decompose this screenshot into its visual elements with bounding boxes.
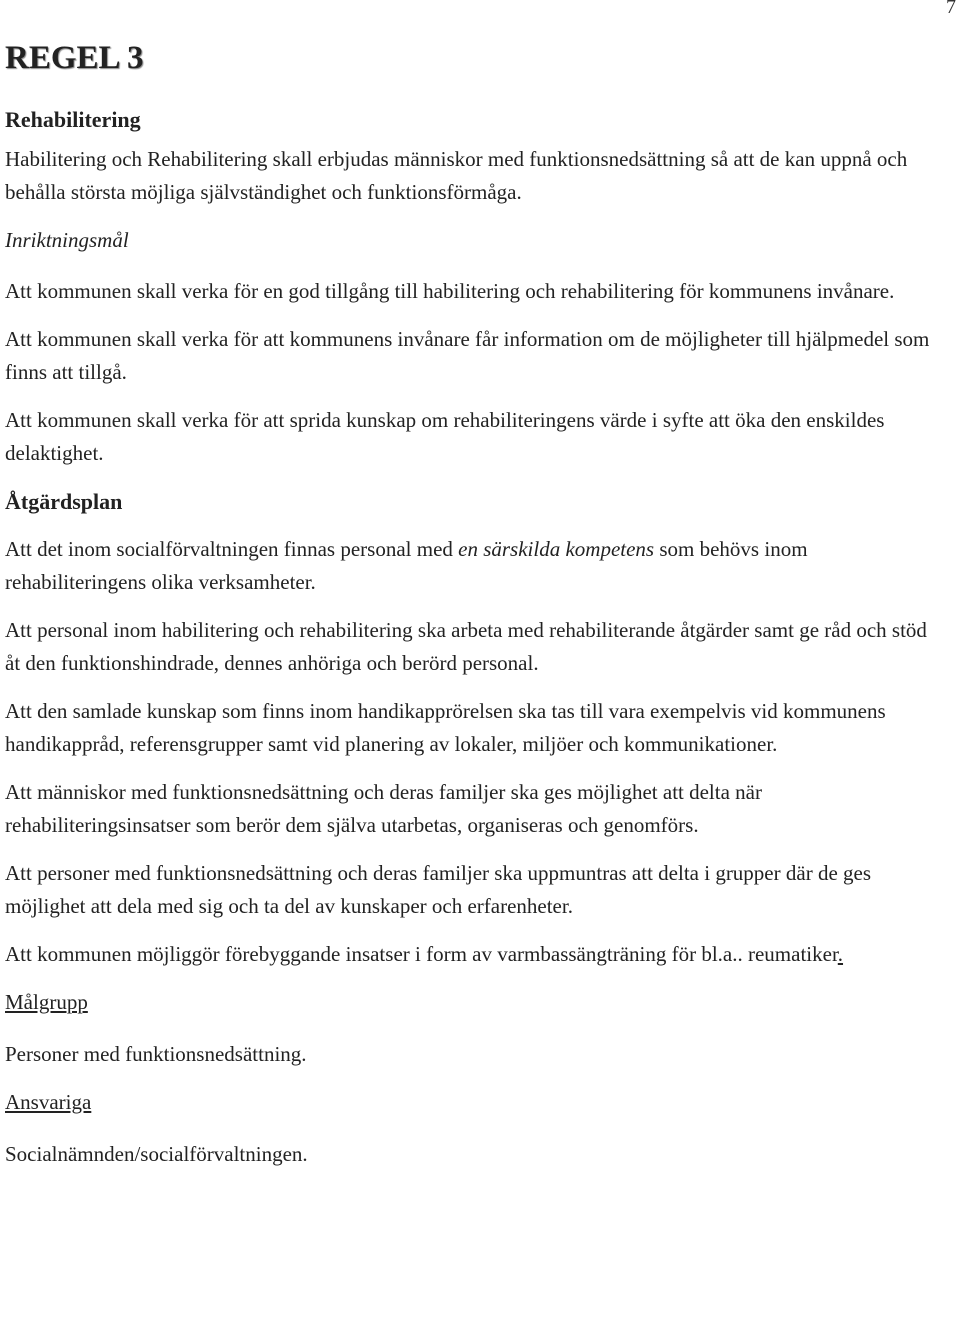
plan-paragraph: Att människor med funktionsnedsättning och deras familjer ska ges möjlighet att delta när rehabiliteringsinsatser som berör dem själva utarbetas, organiseras och genomförs. bbox=[5, 780, 762, 837]
plan-paragraph: Att personer med funktionsnedsättning och deras familjer ska uppmuntras att delta i grupper där de ges möjlighet att dela med sig och ta del av kunskaper och erfarenheter. bbox=[5, 861, 872, 918]
plan-item1-italic: en särskilda kompetens bbox=[458, 537, 655, 561]
document-body bbox=[5, 40, 940, 1190]
goal-paragraph: Att kommunen skall verka för att kommunens invånare får information om de möjligheter till hjälpmedel som finns att tillgå. bbox=[5, 327, 930, 384]
goal-paragraph: Att kommunen skall verka för en god tillgång till habilitering och rehabilitering för kommunens invånare. bbox=[5, 279, 895, 303]
page-number: 7 bbox=[946, 0, 956, 18]
responsible-text: Socialnämnden/socialförvaltningen. bbox=[5, 1142, 308, 1166]
action-plan-heading: Åtgärdsplan bbox=[5, 489, 123, 514]
plan-item1-end: som behövs inom rehabiliteringens olika verksamheter. bbox=[5, 537, 808, 594]
plan-last-dot: . bbox=[837, 942, 844, 966]
plan-paragraph: Att personal inom habilitering och rehabilitering ska arbeta med rehabiliterande åtgärder samt ge råd och stöd åt den funktionshindrade, dennes anhöriga och berörd personal. bbox=[5, 618, 927, 675]
goal-paragraph: Att kommunen skall verka för att sprida kunskap om rehabiliteringens värde i syfte att öka den enskildes delaktighet. bbox=[5, 408, 885, 465]
target-group-text: Personer med funktionsnedsättning. bbox=[5, 1042, 307, 1066]
plan-paragraph bbox=[5, 533, 940, 599]
rehabilitation-intro: Habilitering och Rehabilitering skall erbjudas människor med funktionsnedsättning så att de kan uppnå och behålla största möjliga självständighet och funktionsförmåga. bbox=[5, 147, 908, 204]
plan-last-text: Att kommunen möjliggör förebyggande insatser i form av varmbassängträning för bl.a.. reumatiker bbox=[5, 942, 838, 966]
plan-paragraph: Att den samlade kunskap som finns inom handikapprörelsen ska tas till vara exempelvis vid kommunens handikappråd, referensgrupper samt vid planering av lokaler, miljöer och kommunikationer. bbox=[5, 699, 886, 756]
target-group-label: Målgrupp bbox=[5, 990, 88, 1014]
plan-item1-start: Att det inom socialförvaltningen finnas personal med bbox=[5, 537, 459, 561]
rehabilitation-heading: Rehabilitering bbox=[5, 107, 141, 132]
responsible-label: Ansvariga bbox=[5, 1090, 92, 1114]
rule-title: REGEL 3 bbox=[5, 40, 144, 76]
plan-paragraph bbox=[5, 938, 940, 971]
goals-label: Inriktningsmål bbox=[5, 228, 129, 252]
